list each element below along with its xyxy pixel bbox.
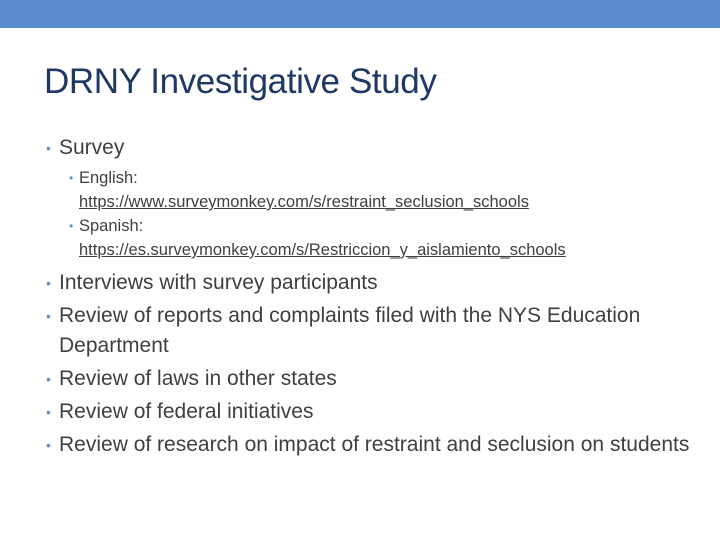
sub-bullet-spanish bbox=[46, 214, 706, 262]
bullet-research-text: Review of research on impact of restraint and seclusion on students bbox=[59, 433, 690, 456]
bullet-dot-icon: • bbox=[46, 371, 51, 387]
bullet-survey bbox=[46, 133, 706, 163]
sub-bullet-english bbox=[46, 166, 706, 214]
bullet-dot-icon: • bbox=[46, 308, 51, 324]
top-accent-bar bbox=[0, 0, 720, 28]
spanish-survey-link[interactable]: https://es.surveymonkey.com/s/Restriccion_y_aislamiento_schools bbox=[79, 241, 566, 259]
english-label: English: bbox=[79, 169, 138, 187]
bullet-list bbox=[46, 130, 706, 460]
bullet-dot-icon: • bbox=[69, 171, 74, 185]
bullet-interviews-text: Interviews with survey participants bbox=[59, 271, 378, 294]
bullet-dot-icon: • bbox=[46, 140, 51, 156]
bullet-survey-label: Survey bbox=[59, 136, 125, 159]
bullet-laws bbox=[46, 364, 706, 394]
bullet-research bbox=[46, 430, 706, 460]
english-survey-link[interactable]: https://www.surveymonkey.com/s/restraint_seclusion_schools bbox=[79, 193, 529, 211]
slide-title: DRNY Investigative Study bbox=[44, 62, 437, 101]
bullet-reports bbox=[46, 301, 706, 361]
bullet-laws-text: Review of laws in other states bbox=[59, 367, 337, 390]
bullet-dot-icon: • bbox=[46, 275, 51, 291]
bullet-reports-text: Review of reports and complaints filed with the NYS Education Department bbox=[59, 304, 641, 357]
survey-sub-list bbox=[46, 166, 706, 262]
bullet-federal bbox=[46, 397, 706, 427]
bullet-interviews bbox=[46, 268, 706, 298]
spanish-label: Spanish: bbox=[79, 217, 144, 235]
bullet-dot-icon: • bbox=[46, 437, 51, 453]
bullet-dot-icon: • bbox=[69, 219, 74, 233]
bullet-federal-text: Review of federal initiatives bbox=[59, 400, 314, 423]
bullet-dot-icon: • bbox=[46, 404, 51, 420]
